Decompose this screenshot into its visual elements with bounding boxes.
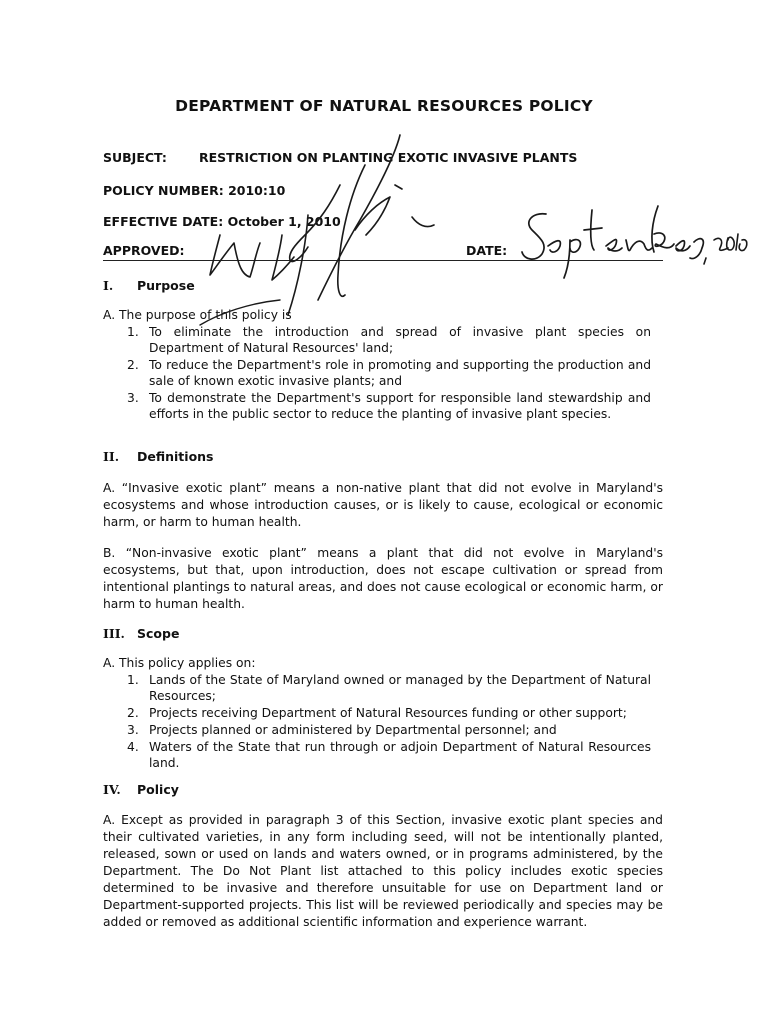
list-item-text: To demonstrate the Department's support for responsible land stewardship and efforts in the public sector to reduce the planting of invasive plant species. (149, 391, 651, 421)
effective-date-value: October 1, 2010 (227, 214, 341, 229)
list-item (103, 705, 651, 721)
list-item (103, 672, 651, 704)
purpose-intro: A. The purpose of this policy is (103, 308, 292, 322)
list-item-number: 3. (127, 391, 139, 405)
list-item (103, 739, 651, 771)
list-item-number: 1. (127, 673, 139, 687)
list-item (103, 324, 651, 356)
list-item (103, 357, 651, 389)
section-title: Purpose (137, 278, 195, 293)
list-item-text: Projects receiving Department of Natural Resources funding or other support; (149, 706, 627, 720)
section-number: IV. (103, 782, 121, 797)
list-item (103, 390, 651, 422)
scope-intro: A. This policy applies on: (103, 656, 256, 670)
policy-number-label: POLICY NUMBER: (103, 183, 224, 198)
approver-signature (190, 125, 450, 335)
subject-value: RESTRICTION ON PLANTING EXOTIC INVASIVE PLANTS (199, 150, 578, 165)
section-number: I. (103, 278, 114, 293)
section-title: Definitions (137, 449, 214, 464)
approved-label: APPROVED: (103, 243, 185, 258)
list-item-number: 2. (127, 706, 139, 720)
handwritten-date-signature (518, 200, 748, 280)
list-item (103, 722, 651, 738)
subject-label: SUBJECT: (103, 150, 167, 165)
policy-a-paragraph: A. Except as provided in paragraph 3 of this Section, invasive exotic plant species and their cultivated varieties, in any form including seed, will not be intentionally planted, released, sown or used on lands and waters owned, or in programs administered, by the Department. The Do Not Plant list attached to this policy includes exotic species determined to be invasive and therefore unsuitable for use on Department land or Department-supported projects. This list will be reviewed periodically and species may be added or removed as additional scientific information and experience warrant. (103, 813, 663, 929)
list-item-text: Waters of the State that run through or adjoin Department of Natural Resources land. (149, 740, 651, 770)
date-label: DATE: (466, 243, 508, 258)
list-item-number: 1. (127, 325, 139, 339)
effective-date-label: EFFECTIVE DATE: (103, 214, 224, 229)
policy-number-value: 2010:10 (228, 183, 286, 198)
definition-a-paragraph: A. “Invasive exotic plant” means a non-native plant that did not evolve in Maryland's ecosystems and whose introduction causes, or is likely to cause, ecological or economic harm, or harm to human health. (103, 481, 663, 529)
section-title: Policy (137, 782, 179, 797)
scope-list (103, 672, 651, 772)
list-item-number: 3. (127, 723, 139, 737)
section-policy-heading (103, 782, 179, 797)
purpose-list (103, 324, 651, 423)
list-item-number: 2. (127, 358, 139, 372)
section-purpose-heading (103, 278, 195, 293)
definition-b-paragraph: B. “Non-invasive exotic plant” means a plant that did not evolve in Maryland's ecosystems, but that, upon introduction, does not escape cultivation or spread from intentional plantings to natural areas, and does not cause ecological or economic harm, or harm to human health. (103, 546, 663, 611)
list-item-number: 4. (127, 740, 139, 754)
section-definitions-heading (103, 449, 214, 464)
section-title: Scope (137, 626, 180, 641)
list-item-text: Lands of the State of Maryland owned or managed by the Department of Natural Resources; (149, 673, 651, 703)
list-item-text: To reduce the Department's role in promoting and supporting the production and sale of known exotic invasive plants; and (149, 358, 651, 388)
section-scope-heading (103, 626, 179, 641)
section-number: III. (103, 626, 125, 641)
list-item-text: Projects planned or administered by Departmental personnel; and (149, 723, 557, 737)
list-item-text: To eliminate the introduction and spread of invasive plant species on Department of Natural Resources' land; (149, 325, 651, 355)
section-number: II. (103, 449, 120, 464)
document-title: DEPARTMENT OF NATURAL RESOURCES POLICY (175, 97, 593, 115)
